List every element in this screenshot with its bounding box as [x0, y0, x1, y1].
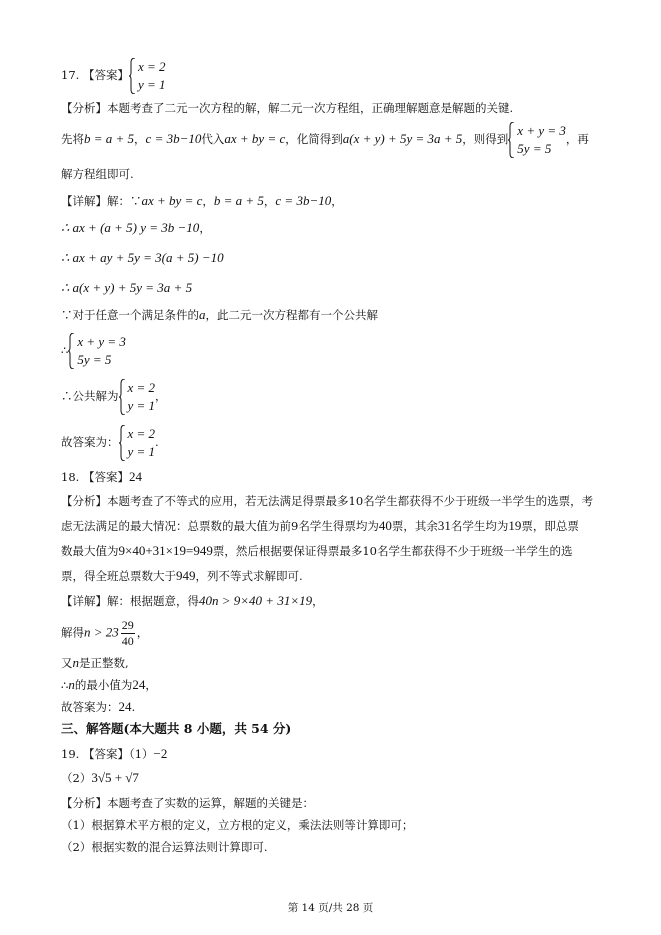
q18-step2: 又n是正整数, [61, 655, 129, 670]
q18-step3: ∴n的最小值为24， [61, 677, 157, 692]
q18-answer: 18. 【答案】24 [61, 469, 142, 484]
q17-step3: ∴ a(x + y) + 5y = 3a + 5 [61, 280, 193, 295]
brace-icon [68, 333, 75, 369]
q19-list-2: （2）根据实数的混合运算法则计算即可. [61, 840, 268, 854]
q19-list-1: （1）根据算术平方根的定义，立方根的定义，乘法法则等计算即可； [61, 818, 414, 832]
q18-final: 故答案为：24. [61, 699, 136, 714]
q18-analysis-4: 票，得全班总票数大于949，列不等式求解即可. [61, 568, 303, 583]
q17-step5: ∴ x + y = 3 5y = 5 [61, 334, 126, 367]
q17-analysis-line2: 先将b = a + 5，c = 3b−10代入ax + by = c，化简得到a(x + y) + 5y = 3a + 5，则得到 x + y = 3 5y = 5 ，再 [61, 123, 589, 156]
q17-analysis-line3: 解方程组即可. [61, 167, 134, 181]
q19-analysis: 【分析】本题考查了实数的运算，解题的关键是： [61, 796, 314, 810]
q18-analysis-2: 虑无法满足的最大情况：总票数的最大值为前9名学生得票均为40票，其余31名学生均为19票，即总票 [61, 518, 579, 533]
q17-step2: ∴ ax + ay + 5y = 3(a + 5) −10 [61, 250, 224, 265]
q18-analysis-1: 【分析】本题考查了不等式的应用，若无法满足得票最多10名学生都获得不少于班级一半学生的选票，考 [61, 494, 594, 508]
q17-step4: ∵对于任意一个满足条件的a，此二元一次方程都有一个公共解 [61, 307, 378, 322]
answer-system: x = 2 y = 1 [129, 58, 166, 94]
q17-analysis: 【分析】本题考查了二元一次方程的解，解二元一次方程组，正确理解题意是解题的关键. [61, 101, 514, 115]
q17-final: 故答案为： x = 2 y = 1 . [61, 426, 159, 459]
q18-detail: 【详解】解：根据题意，得40n > 9×40 + 31×19， [61, 593, 324, 608]
common-solution: x = 2 y = 1 [119, 379, 156, 415]
final-system: x = 2 y = 1 [119, 425, 156, 461]
page-footer: 第 14 页/共 28 页 [287, 902, 374, 914]
section-heading: 三、解答题(本大题共 8 小题，共 54 分) [61, 721, 292, 736]
brace-icon [119, 379, 126, 415]
q17-step1: ∴ ax + (a + 5) y = 3b −10， [61, 220, 211, 235]
fraction: $\frac{29}{40}$ [121, 618, 134, 648]
brace-icon [508, 122, 515, 158]
brace-icon [129, 58, 136, 94]
q17-step6: ∴公共解为 x = 2 y = 1 ， [61, 380, 167, 413]
brace-icon [119, 425, 126, 461]
common-system: x + y = 3 5y = 5 [68, 333, 126, 369]
q18-step1: 解得n > 23 $\frac{29}{40}$ ， [61, 618, 149, 648]
q17-answer: 17. 【答案】 x = 2 y = 1 [61, 59, 166, 92]
q19-answer-2: （2）3√5 + √7 [61, 770, 139, 785]
q17-detail: 【详解】解：∵ax + by = c，b = a + 5，c = 3b−10， [61, 193, 343, 208]
derived-system: x + y = 3 5y = 5 [508, 122, 566, 158]
q18-analysis-3: 数最大值为9×40+31×19=949票，然后根据要保证得票最多10名学生都获得不少于班级一半学生的选 [61, 543, 573, 558]
q19-answer: 19. 【答案】（1）−2 [61, 746, 168, 761]
